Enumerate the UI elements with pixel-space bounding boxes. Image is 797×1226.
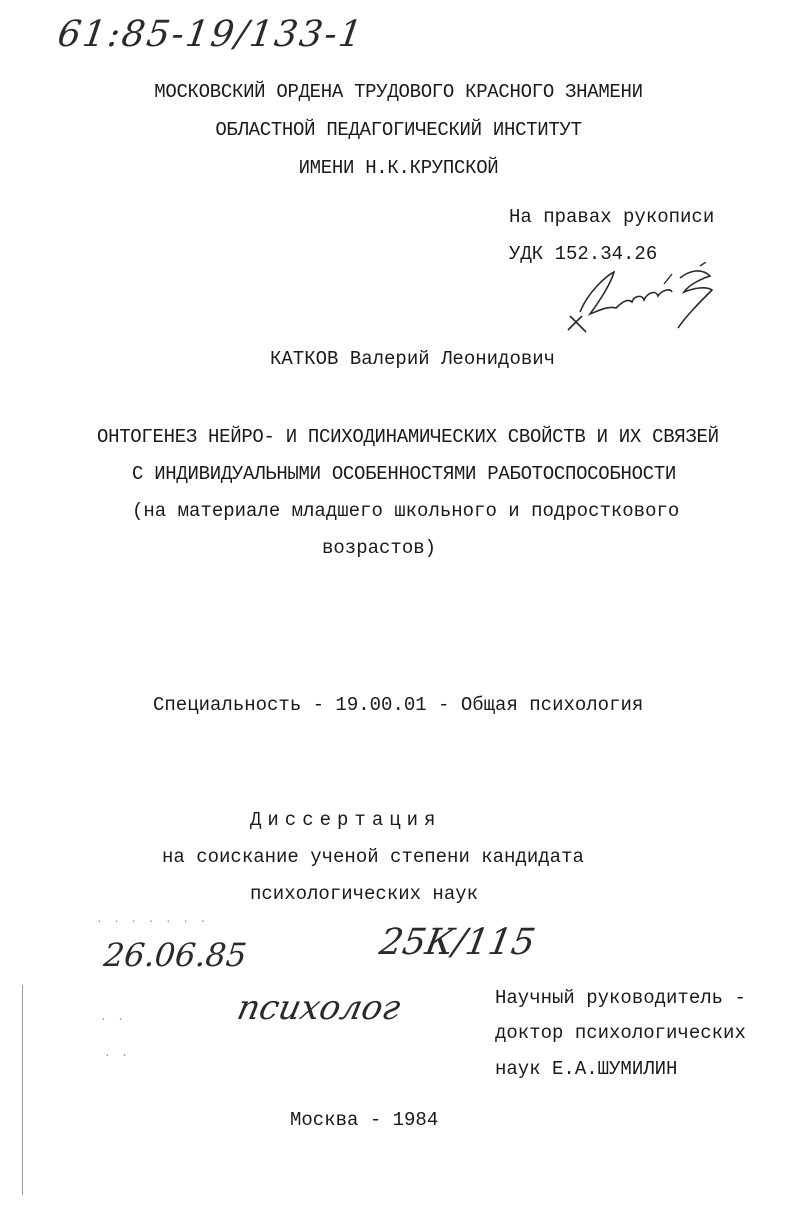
institution-line-3: ИМЕНИ Н.К.КРУПСКОЙ — [298, 157, 499, 179]
institution-line-2: ОБЛАСТНОЙ ПЕДАГОГИЧЕСКИЙ ИНСТИТУТ — [215, 119, 582, 141]
pencil-dots-3: . . — [104, 1046, 130, 1059]
institution-line-1: МОСКОВСКИЙ ОРДЕНА ТРУДОВОГО КРАСНОГО ЗНАМЕНИ — [154, 81, 643, 103]
pencil-dots-2: . . — [100, 1010, 126, 1023]
signature-graphic — [560, 262, 730, 340]
title-line-4: возрастов) — [322, 537, 437, 559]
title-line-1: ОНТОГЕНЕЗ НЕЙРО- И ПСИХОДИНАМИЧЕСКИХ СВОЙСТВ И ИХ СВЯЗЕЙ — [97, 426, 719, 448]
handwritten-subject: психолог — [233, 988, 405, 1028]
manuscript-rights: На правах рукописи — [509, 206, 715, 228]
title-line-3: (на материале младшего школьного и подросткового — [132, 500, 680, 522]
specialty: Специальность - 19.00.01 - Общая психология — [153, 694, 644, 716]
handwritten-number: 25К/115 — [376, 922, 539, 963]
science-field: психологических наук — [250, 883, 479, 905]
handwritten-shelfmark: 61:85-19/133-1 — [55, 14, 367, 55]
supervisor-degree: доктор психологических — [495, 1022, 746, 1044]
author-name: КАТКОВ Валерий Леонидович — [270, 348, 556, 370]
udk-code: УДК 152.34.26 — [509, 243, 658, 265]
supervisor-label: Научный руководитель - — [495, 987, 746, 1009]
handwritten-date: 26.06.85 — [102, 936, 249, 974]
dissertation-heading: Диссертация — [250, 809, 442, 831]
degree-line: на соискание ученой степени кандидата — [162, 846, 584, 868]
city-year: Москва - 1984 — [290, 1109, 439, 1131]
scan-margin-line — [22, 985, 23, 1195]
supervisor-name: наук Е.А.ШУМИЛИН — [495, 1058, 678, 1080]
pencil-dots: . . . . . . . — [96, 912, 209, 925]
title-line-2: С ИНДИВИДУАЛЬНЫМИ ОСОБЕННОСТЯМИ РАБОТОСПОСОБНОСТИ — [132, 463, 676, 485]
